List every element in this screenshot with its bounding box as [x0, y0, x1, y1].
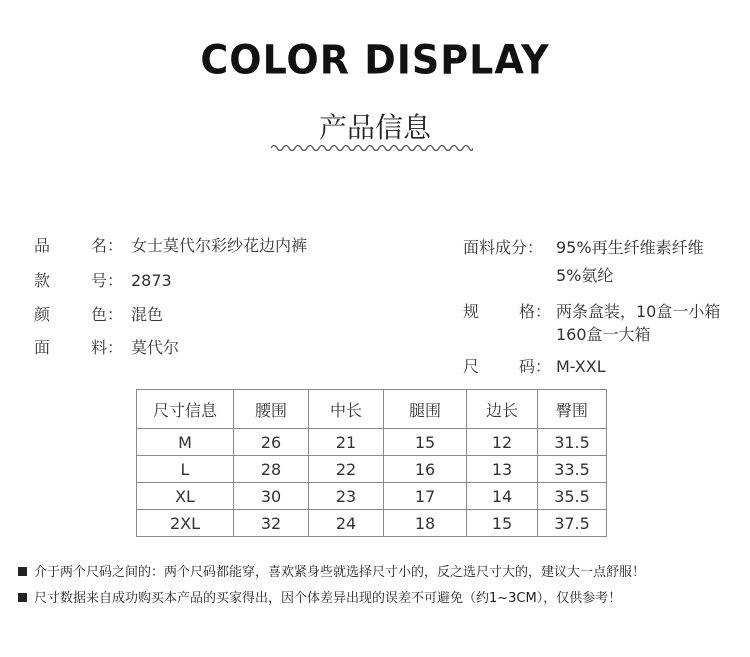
color-value: 混色: [131, 305, 164, 324]
table-row: [137, 510, 607, 537]
bullet-square-icon: [18, 567, 27, 576]
table-cell: 18: [384, 510, 467, 537]
label-char: 号：: [91, 271, 124, 290]
fabric-line-2: 5%氨纶: [556, 266, 614, 285]
table-cell: 14: [467, 483, 538, 510]
label-char: 名：: [91, 236, 124, 255]
material-value: 莫代尔: [131, 338, 180, 357]
table-cell: 17: [384, 483, 467, 510]
table-cell: 32: [234, 510, 309, 537]
label-char: 码：: [519, 357, 552, 376]
table-cell: M: [137, 429, 234, 456]
table-cell: 26: [234, 429, 309, 456]
label-char: 料：: [91, 338, 124, 357]
table-row: [137, 483, 607, 510]
table-row: [137, 456, 607, 483]
note-text: 介于两个尺码之间的：两个尺码都能穿，喜欢紧身些就选择尺寸小的，反之选尺寸大的，建议大一点舒服！: [34, 565, 646, 580]
table-header-row: [137, 390, 607, 429]
table-header-cell: 腰围: [234, 390, 309, 429]
info-row-fabric: [463, 238, 543, 258]
table-header-cell: 尺寸信息: [137, 390, 234, 429]
table-cell: 24: [309, 510, 384, 537]
size-range-value: M-XXL: [556, 357, 606, 376]
table-cell: 2XL: [137, 510, 234, 537]
label-char: 规: [463, 302, 480, 321]
table-cell: XL: [137, 483, 234, 510]
note-size-advice: [18, 561, 645, 580]
table-header-cell: 边长: [467, 390, 538, 429]
table-cell: 23: [309, 483, 384, 510]
table-cell: 13: [467, 456, 538, 483]
table-header-cell: 臀围: [538, 390, 607, 429]
label-char: 品: [34, 236, 51, 255]
table-cell: 30: [234, 483, 309, 510]
table-cell: 37.5: [538, 510, 607, 537]
table-header-cell: 中长: [309, 390, 384, 429]
wave-divider: [271, 142, 473, 154]
label-char: 面: [34, 338, 51, 357]
spec-line-1: 两条盒装，10盒一小箱: [556, 302, 721, 321]
label-char: 尺: [463, 357, 480, 376]
table-cell: 12: [467, 429, 538, 456]
page-title: COLOR DISPLAY: [200, 36, 550, 84]
table-cell: L: [137, 456, 234, 483]
table-cell: 22: [309, 456, 384, 483]
bullet-square-icon: [18, 593, 27, 602]
fabric-label: 面料成分：: [463, 238, 544, 257]
table-cell: 15: [467, 510, 538, 537]
table-cell: 16: [384, 456, 467, 483]
size-table: [136, 389, 607, 537]
label-char: 格：: [519, 302, 552, 321]
table-cell: 15: [384, 429, 467, 456]
label-char: 款: [34, 271, 51, 290]
product-name-value: 女士莫代尔彩纱花边内裤: [131, 236, 308, 255]
table-row: [137, 429, 607, 456]
table-cell: 35.5: [538, 483, 607, 510]
note-text: 尺寸数据来自成功购买本产品的买家得出，因个体差异出现的误差不可避免（约1~3CM），仅供参考！: [34, 591, 622, 606]
section-subtitle: 产品信息: [318, 111, 431, 144]
label-char: 色：: [91, 305, 124, 324]
table-header-cell: 腿围: [384, 390, 467, 429]
table-cell: 33.5: [538, 456, 607, 483]
table-cell: 31.5: [538, 429, 607, 456]
note-measurement-disclaimer: [18, 587, 621, 606]
spec-line-2: 160盒一大箱: [556, 325, 651, 344]
fabric-line-1: 95%再生纤维素纤维: [556, 238, 704, 257]
table-cell: 28: [234, 456, 309, 483]
table-cell: 21: [309, 429, 384, 456]
label-char: 颜: [34, 305, 51, 324]
style-number-value: 2873: [131, 271, 172, 290]
